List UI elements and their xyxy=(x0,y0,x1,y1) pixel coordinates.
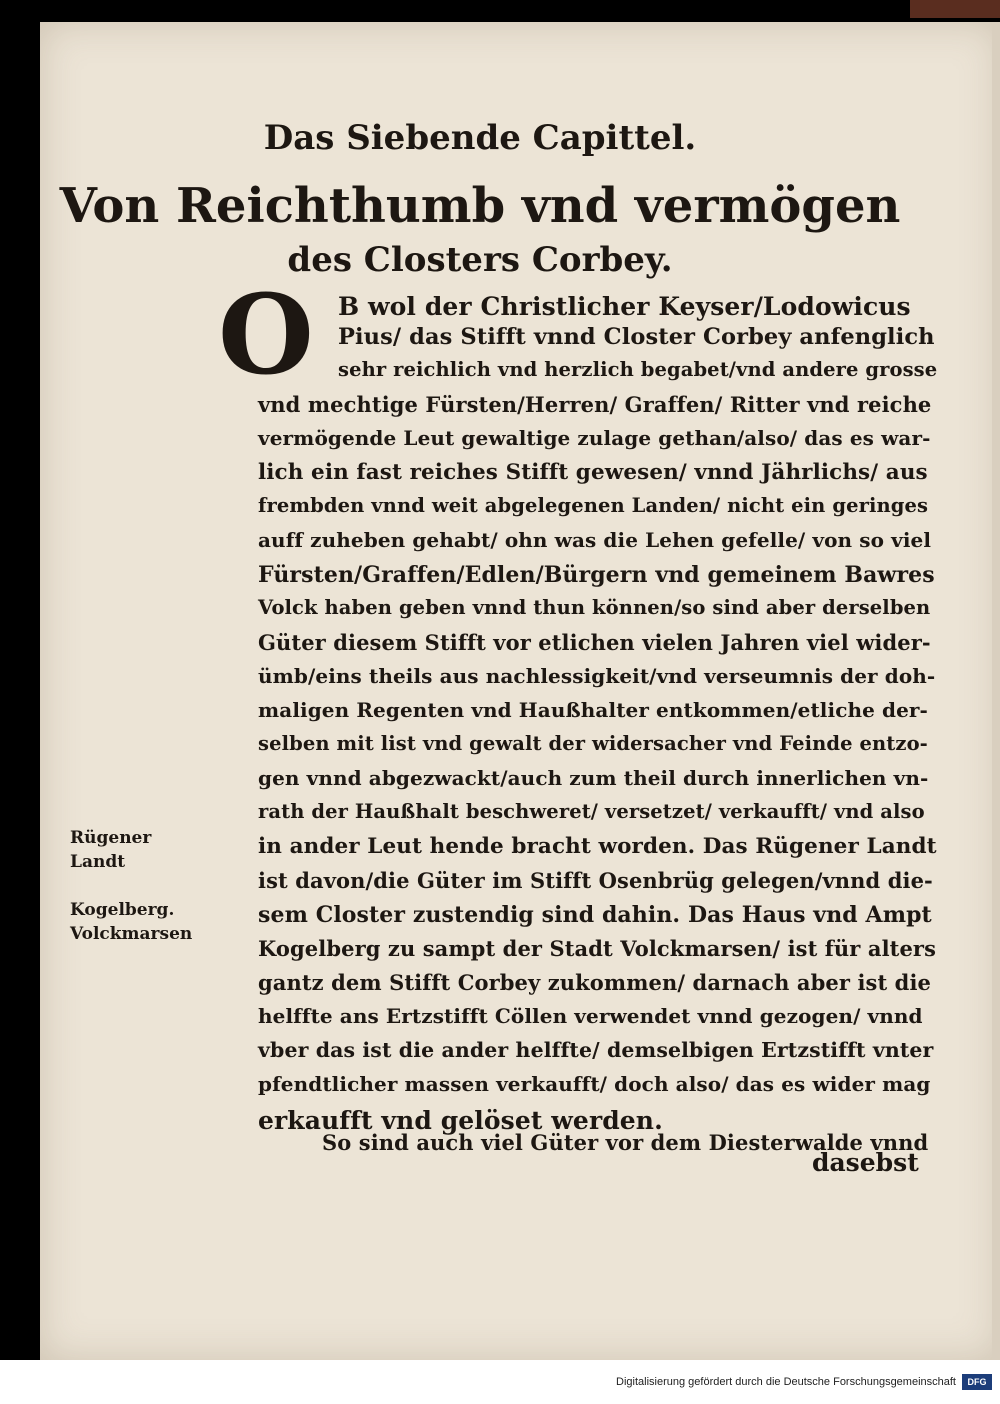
body-line: vnd mechtige Fürsten/Herren/ Graffen/ Ritter vnd reiche xyxy=(258,392,932,417)
body-line: So sind auch viel Güter vor dem Diesterwalde vnnd xyxy=(322,1130,929,1155)
body-line: ist davon/die Güter im Stifft Osenbrüg gelegen/vnnd die- xyxy=(258,868,933,893)
body-line: helffte ans Ertzstifft Cöllen verwendet vnnd gezogen/ vnnd xyxy=(258,1004,923,1028)
body-line: selben mit list vnd gewalt der widersacher vnd Feinde entzo- xyxy=(258,732,928,755)
body-line: rath der Haußhalt beschweret/ versetzet/ verkaufft/ vnd also xyxy=(258,800,925,823)
dfg-logo-icon: DFG xyxy=(962,1374,992,1390)
body-line: gantz dem Stifft Corbey zukommen/ darnach aber ist die xyxy=(258,970,931,995)
catchword: dasebst xyxy=(812,1148,919,1177)
body-line: ümb/eins theils aus nachlessigkeit/vnd verseumnis der doh- xyxy=(258,664,936,688)
chapter-title-line-2: des Closters Corbey. xyxy=(287,240,673,280)
drop-cap: O xyxy=(218,270,314,399)
body-line: vermögende Leut gewaltige zulage gethan/also/ das es war- xyxy=(258,426,931,450)
marginal-note-rugener: Rügener xyxy=(70,828,152,848)
body-line: Kogelberg zu sampt der Stadt Volckmarsen/ ist für alters xyxy=(258,936,936,961)
footer-credit: Digitalisierung gefördert durch die Deutsche Forschungsgemeinschaft xyxy=(616,1376,956,1388)
page-edge xyxy=(992,22,1000,1360)
chapter-title-line-1: Von Reichthumb vnd vermögen xyxy=(59,178,901,234)
body-line: Güter diesem Stifft vor etlichen vielen Jahren viel wider- xyxy=(258,630,931,655)
body-line: frembden vnnd weit abgelegenen Landen/ nicht ein geringes xyxy=(258,494,929,517)
body-line: vber das ist die ander helffte/ demselbigen Ertzstifft vnter xyxy=(258,1038,934,1062)
body-line: erkaufft vnd gelöset werden. xyxy=(258,1106,663,1135)
body-line: Pius/ das Stifft vnnd Closter Corbey anfenglich xyxy=(338,324,935,350)
body-line: in ander Leut hende bracht worden. Das Rügener Landt xyxy=(258,834,937,859)
marginal-note-kogelberg: Kogelberg. xyxy=(70,900,175,920)
body-line: pfendtlicher massen verkaufft/ doch also/ das es wider mag xyxy=(258,1072,931,1096)
body-line: B wol der Christlicher Keyser/Lodowicus xyxy=(338,292,911,321)
footer-bar xyxy=(0,1360,1000,1404)
body-line: auff zuheben gehabt/ ohn was die Lehen gefelle/ von so viel xyxy=(258,528,932,552)
body-line: Volck haben geben vnnd thun können/so sind aber derselben xyxy=(258,596,931,619)
body-line: maligen Regenten vnd Haußhalter entkommen/etliche der- xyxy=(258,698,928,722)
body-line: sem Closter zustendig sind dahin. Das Haus vnd Ampt xyxy=(258,902,932,928)
body-line: sehr reichlich vnd herzlich begabet/vnd andere grosse xyxy=(338,358,938,381)
body-line: gen vnnd abgezwackt/auch zum theil durch innerlichen vn- xyxy=(258,766,929,790)
book-cover-corner xyxy=(910,0,1000,18)
marginal-note-volckmarsen: Volckmarsen xyxy=(70,924,193,944)
chapter-heading: Das Siebende Capittel. xyxy=(263,118,697,158)
marginal-note-rugener-landt: Landt xyxy=(70,852,126,872)
body-line: Fürsten/Graffen/Edlen/Bürgern vnd gemeinem Bawres xyxy=(258,562,935,588)
body-line: lich ein fast reiches Stifft gewesen/ vnnd Jährlichs/ aus xyxy=(258,460,928,485)
